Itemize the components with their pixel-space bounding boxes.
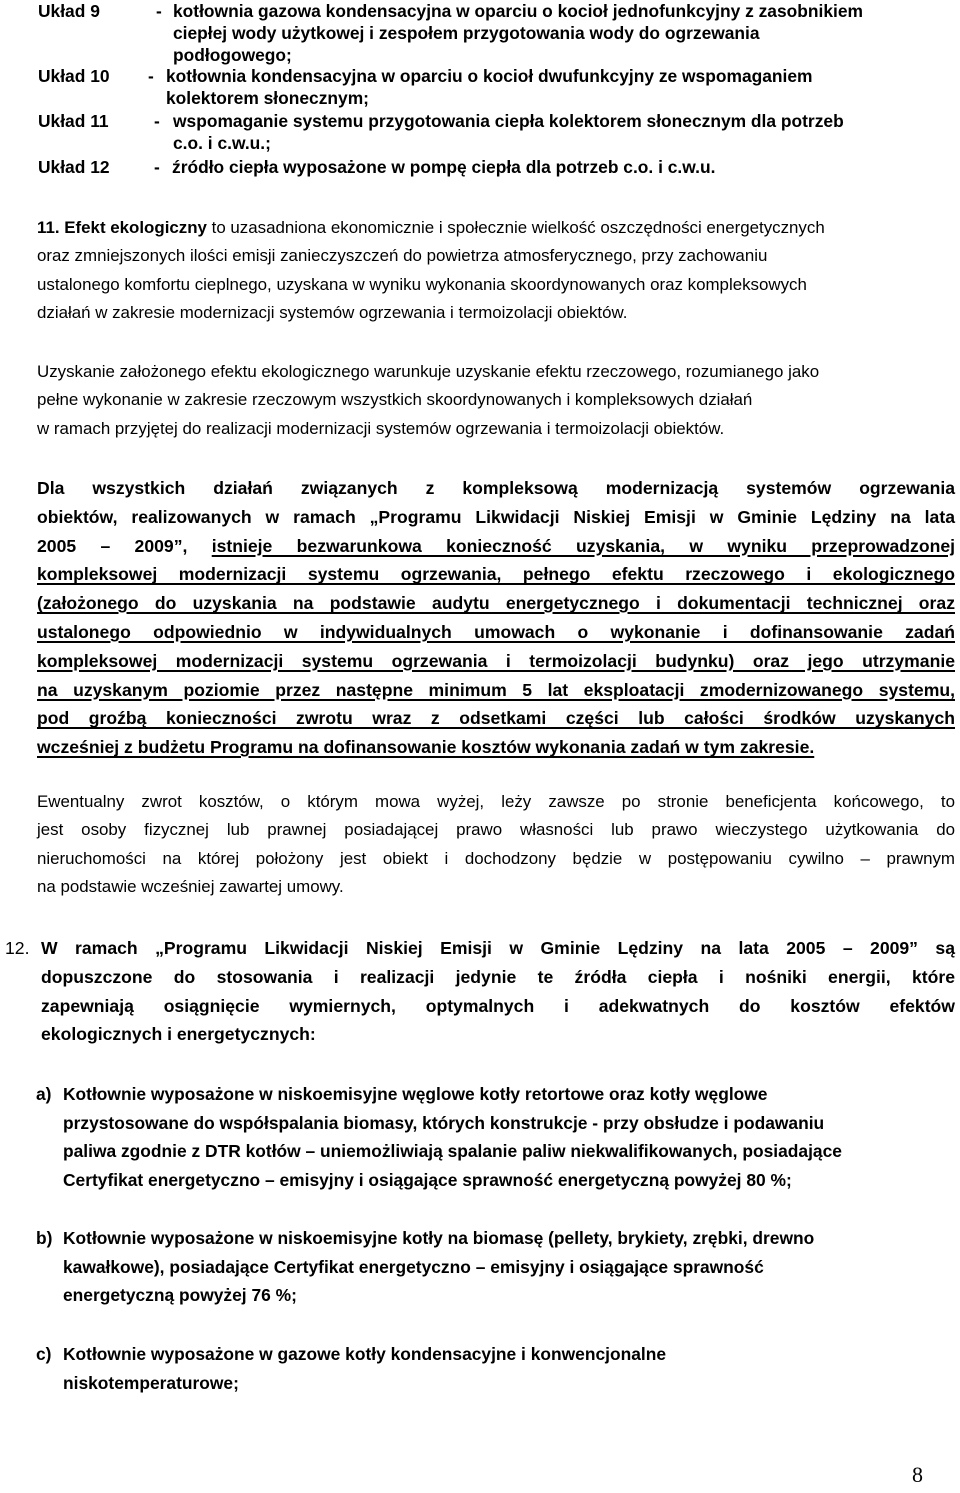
- list-item-line: Certyfikat energetyczno – emisyjny i osiągające sprawność energetyczną powyżej 80 %;: [63, 1169, 792, 1190]
- uklad-label: Układ 12: [38, 157, 110, 177]
- bold-line-mixed: [37, 532, 955, 561]
- definition-term: Efekt ekologiczny: [64, 218, 207, 237]
- uklad-9: [38, 0, 863, 65]
- list-marker: a): [36, 1084, 52, 1104]
- underlined-line: na uzyskanym poziomie przez następne minimum 5 lat eksploatacji zmodernizowanego systemu,: [37, 679, 955, 700]
- paragraph-line: jest osoby fizycznej lub prawnej posiadającej prawo własności lub prawo wieczystego użytkowania do: [37, 820, 955, 840]
- intro-line: dopuszczone do stosowania i realizacji jedynie te źródła ciepła i nośniki energii, które: [41, 966, 955, 987]
- definition-first-line: [37, 214, 955, 242]
- underlined-line: pod groźbą konieczności zwrotu wraz z odsetkami części lub całości środków uzyskanych: [37, 708, 955, 729]
- paragraph-line: Uzyskanie założonego efektu ekologicznego warunkuje uzyskanie efektu rzeczowego, rozumianego jako: [37, 362, 820, 381]
- list-item-line: paliwa zgodnie z DTR kotłów – uniemożliwiają spalanie paliw niekwalifikowanych, posiadające: [63, 1141, 842, 1161]
- list-item-line: kawałkowe), posiadające Certyfikat energetyczno – emisyjny i osiągające sprawność: [63, 1256, 764, 1277]
- uklad-text-line: c.o. i c.w.u.;: [173, 133, 271, 153]
- intro-line: ekologicznych i energetycznych:: [41, 1024, 316, 1045]
- list-marker: c): [36, 1344, 52, 1364]
- paragraph-line: w ramach przyjętej do realizacji modernizacji systemów ogrzewania i termoizolacji obiektów.: [37, 418, 725, 438]
- uklad-text-line: ciepłej wody użytkowej i zespołem przygotowania wody do ogrzewania: [173, 23, 760, 43]
- uklad-text-line: kotłownia kondensacyjna w oparciu o kocioł dwufunkcyjny ze wspomaganiem: [166, 66, 813, 86]
- uklad-label: Układ 9: [38, 1, 100, 21]
- bold-line: obiektów, realizowanych w ramach „Programu Likwidacji Niskiej Emisji w Gminie Lędziny na lata: [37, 506, 955, 527]
- definition-line: działań w zakresie modernizacji systemów ogrzewania i termoizolacji obiektów.: [37, 302, 628, 322]
- uklad-dash: -: [156, 1, 162, 21]
- uklad-dash: -: [148, 66, 154, 86]
- paragraph-line: Ewentualny zwrot kosztów, o którym mowa wyżej, leży zawsze po stronie beneficjenta końcowego, to: [37, 792, 955, 811]
- section-11-paragraph-4: [37, 788, 955, 901]
- section-12-number: 12.: [5, 938, 30, 958]
- list-item-line: przystosowane do współspalania biomasy, których konstrukcje - przy obsłudze i podawaniu: [63, 1112, 825, 1133]
- intro-line: W ramach „Programu Likwidacji Niskiej Emisji w Gminie Lędziny na lata 2005 – 2009” są: [41, 938, 955, 958]
- underlined-line: ustalonego odpowiednio w indywidualnych umowach o wykonanie i dofinansowanie zadań: [37, 621, 955, 642]
- underlined-line: wcześniej z budżetu Programu na dofinansowanie kosztów wykonania zadań w tym zakresie.: [37, 737, 815, 758]
- underlined-line: kompleksowej modernizacji systemu ogrzewania, pełnego efektu rzeczowego i ekologicznego: [37, 564, 955, 585]
- uklad-text-line: kotłownia gazowa kondensacyjna w oparciu o kocioł jednofunkcyjny z zasobnikiem: [173, 1, 863, 21]
- paragraph-line: nieruchomości na której położony jest obiekt i dochodzony będzie w postępowaniu cywilno – prawnym: [37, 848, 955, 868]
- intro-line: zapewniają osiągnięcie wymiernych, optymalnych i adekwatnych do kosztów efektów: [41, 995, 955, 1016]
- definition-line: ustalonego komfortu cieplnego, uzyskana w wyniku wykonania skoordynowanych oraz kompleksowych: [37, 274, 807, 294]
- definition-line: oraz zmniejszonych ilości emisji zanieczyszczeń do powietrza atmosferycznego, przy zachowaniu: [37, 246, 768, 266]
- section-number: 11.: [37, 218, 60, 237]
- uklad-12: [38, 156, 716, 178]
- uklad-text-line: wspomaganie systemu przygotowania ciepła kolektorem słonecznym dla potrzeb: [173, 111, 844, 131]
- section-11-definition: [37, 214, 955, 327]
- bold-line: Dla wszystkich działań związanych z kompleksową modernizacją systemów ogrzewania: [37, 478, 955, 498]
- underlined-line: (założonego do uzyskania na podstawie audytu energetycznego i dokumentacji technicznej oraz: [37, 593, 955, 614]
- uklad-11: [38, 110, 844, 153]
- list-item-line: Kotłownie wyposażone w niskoemisyjne węglowe kotły retortowe oraz kotły węglowe: [63, 1084, 768, 1104]
- bold-underlined-part: istnieje bezwarunkowa konieczność uzyskania, w wyniku przeprowadzonej: [211, 535, 956, 556]
- bold-plain-part: 2005 – 2009”,: [37, 535, 212, 556]
- uklad-label: Układ 10: [38, 66, 110, 86]
- uklad-label: Układ 11: [38, 111, 109, 131]
- section-12-intro: [41, 934, 955, 1049]
- section-11-paragraph-2: [37, 358, 955, 443]
- uklad-10: [38, 65, 813, 108]
- list-item-line: Kotłownie wyposażone w gazowe kotły kondensacyjne i konwencjonalne: [63, 1344, 666, 1364]
- list-marker: b): [36, 1228, 53, 1248]
- page-number: 8: [912, 1462, 923, 1487]
- uklad-text-line: podłogowego;: [173, 45, 292, 65]
- uklad-text-line: kolektorem słonecznym;: [166, 88, 369, 108]
- paragraph-line: na podstawie wcześniej zawartej umowy.: [37, 876, 344, 896]
- uklad-dash: -: [154, 111, 160, 131]
- definition-text: to uzasadniona ekonomicznie i społecznie wielkość oszczędności energetycznych: [206, 218, 825, 237]
- list-item-line: energetyczną powyżej 76 %;: [63, 1285, 297, 1305]
- uklad-dash: -: [154, 157, 160, 177]
- list-item-line: niskotemperaturowe;: [63, 1372, 239, 1393]
- uklad-text-line: źródło ciepła wyposażone w pompę ciepła dla potrzeb c.o. i c.w.u.: [172, 157, 716, 177]
- list-item-line: Kotłownie wyposażone w niskoemisyjne kotły na biomasę (pellety, brykiety, zrębki, drewno: [63, 1228, 815, 1248]
- paragraph-line: pełne wykonanie w zakresie rzeczowym wszystkich skoordynowanych i kompleksowych działań: [37, 390, 753, 410]
- section-11-bold-paragraph: [37, 474, 955, 762]
- underlined-line: kompleksowej modernizacji systemu ogrzewania i termoizolacji budynku) oraz jego utrzymanie: [37, 650, 955, 671]
